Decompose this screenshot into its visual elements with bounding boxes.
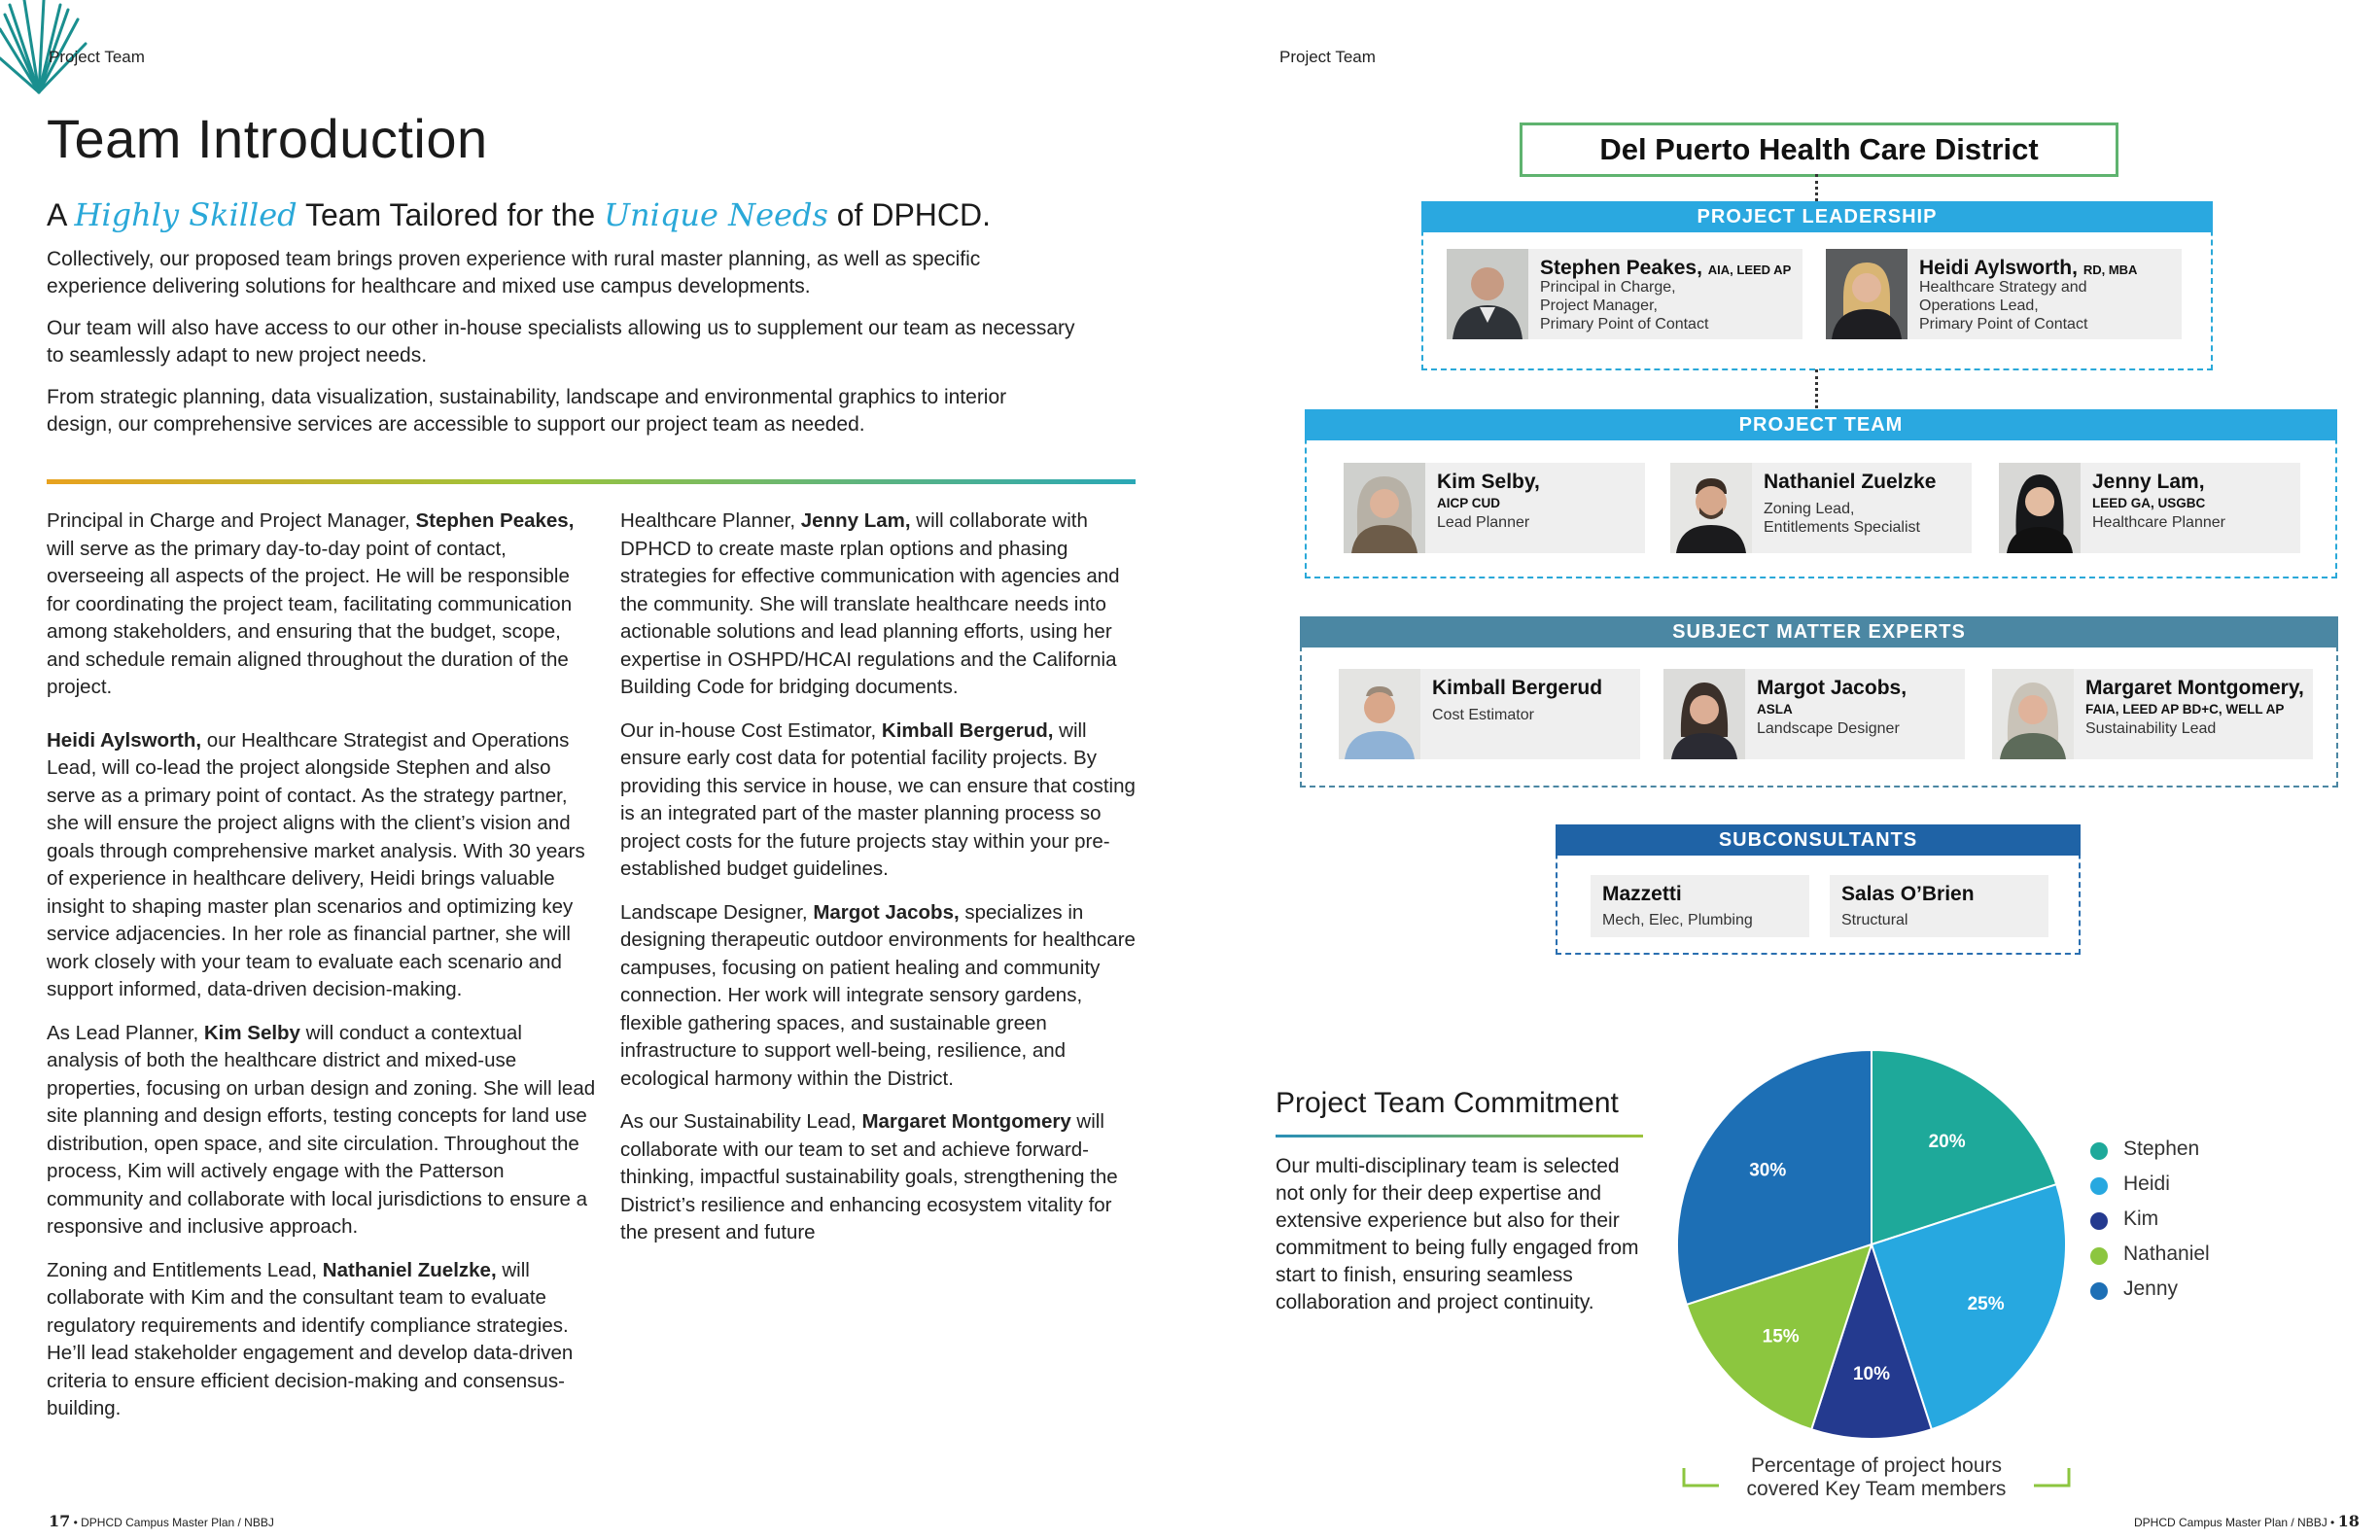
member-credential: LEED GA, USGBC: [2092, 496, 2206, 510]
member-role: [2092, 513, 2225, 532]
experts-title: SUBJECT MATTER EXPERTS: [1300, 616, 2338, 648]
portrait-photo: [1992, 669, 2074, 759]
role-line: Project Manager,: [1540, 298, 1658, 314]
member-name: [1540, 257, 1791, 280]
member-card: [1992, 669, 2313, 759]
role-line: Healthcare Planner: [2092, 514, 2225, 531]
pie-label-jenny: 30%: [1749, 1160, 1787, 1181]
bio-pre: Our in-house Cost Estimator,: [620, 718, 882, 742]
member-role: [1437, 513, 1529, 532]
member-role: [1432, 706, 1534, 724]
footer-text: • DPHCD Campus Master Plan / NBBJ: [70, 1516, 274, 1529]
district-box: Del Puerto Health Care District: [1520, 122, 2118, 177]
chart-caption: Percentage of project hours covered Key Team members: [1746, 1454, 2007, 1500]
legend-swatch-jenny: [2090, 1282, 2108, 1300]
role-line: Operations Lead,: [1919, 298, 2039, 314]
member-role: [1540, 278, 1708, 333]
member-name: Margaret Montgomery,: [2085, 677, 2304, 699]
member-name: Jenny Lam,: [2092, 471, 2205, 493]
legend-label-nathaniel: Nathaniel: [2123, 1242, 2210, 1265]
page-title: Team Introduction: [47, 108, 488, 169]
pie-label-stephen: 20%: [1928, 1132, 1966, 1153]
portrait-photo: [1999, 463, 2081, 553]
commitment-text: Our multi-disciplinary team is selected not only for their deep expertise and extensive experience but also for their commitment to being fully engaged from start to finish, ensuring seamless collaboration and project continuity.: [1276, 1155, 1639, 1313]
subconsultant-card: [1830, 875, 2048, 937]
bio-pre: As our Sustainability Lead,: [620, 1110, 862, 1133]
subconsultant-name: Salas O’Brien: [1841, 883, 1975, 905]
subconsultant-role: Mech, Elec, Plumbing: [1602, 912, 1753, 928]
bio-post: will conduct a contextual analysis of both the healthcare district and mixed-use properties, focusing on urban design and zoning. She will lead site planning and design efforts, testing concepts for land use distribution, open space, and site circulation. Throughout the process, Kim will actively engage with the Patterson community and collaborate with local jurisdictions to ensure a responsive and inclusive approach.: [47, 1021, 596, 1238]
intro-paragraph: Our team will also have access to our other in-house specialists allowing us to supplement our team as necessary to seamlessly adapt to new project needs.: [47, 317, 1075, 367]
role-line: Entitlements Specialist: [1764, 519, 1920, 536]
portrait-photo: [1339, 669, 1420, 759]
member-card: [1447, 249, 1802, 339]
role-line: Principal in Charge,: [1540, 279, 1676, 296]
member-role: [1757, 719, 1900, 738]
bio-paragraph: [47, 1020, 596, 1242]
hours-pie-chart: [1667, 1040, 2076, 1449]
role-line: Lead Planner: [1437, 514, 1530, 531]
role-line: Healthcare Strategy and: [1919, 279, 2087, 296]
member-credential: AIA, LEED AP: [1707, 262, 1792, 277]
role-line: Primary Point of Contact: [1540, 316, 1709, 332]
footer-text: DPHCD Campus Master Plan / NBBJ •: [2134, 1516, 2338, 1529]
connector-line: [1815, 369, 1818, 408]
bio-pre: Principal in Charge and Project Manager,: [47, 509, 416, 532]
right-footer: [2134, 1512, 2360, 1530]
legend-label-kim: Kim: [2123, 1208, 2159, 1230]
bio-paragraph: [47, 508, 596, 702]
member-name-text: Stephen Peakes,: [1540, 257, 1702, 279]
bio-post: our Healthcare Strategist and Operations Lead, will co-lead the project alongside Stephen and also serve as a primary point of contact. As the strategy partner, she will ensure the project aligns with the client’s vision and goals through comprehensive market analysis. With 30 years of experience in healthcare delivery, Heidi brings valuable insight to shaping master plan scenarios and optimizing key service adjacencies. In her role as financial partner, she will work closely with your team to evaluate each scenario and support informed, data-driven decision-making.: [47, 728, 585, 1000]
pie-label-nathaniel: 15%: [1762, 1326, 1800, 1348]
bio-paragraph: [47, 1257, 596, 1423]
bio-name: Margot Jacobs,: [813, 900, 960, 924]
bio-pre: Landscape Designer,: [620, 900, 814, 924]
member-role: [2085, 719, 2216, 738]
member-name: Kim Selby,: [1437, 471, 1540, 493]
subconsultant-role: Structural: [1841, 912, 1908, 928]
connector-line: [1815, 174, 1818, 201]
project-team-section: [1305, 409, 2337, 578]
legend-swatch-nathaniel: [2090, 1247, 2108, 1265]
role-line: Zoning Lead,: [1764, 501, 1855, 517]
left-header-label: Project Team: [49, 48, 145, 66]
left-footer: [49, 1512, 274, 1530]
role-line: Primary Point of Contact: [1919, 316, 2088, 332]
portrait-photo: [1447, 249, 1528, 339]
bio-name: Margaret Montgomery: [861, 1110, 1071, 1133]
member-role: [1919, 278, 2087, 333]
commitment-title: Project Team Commitment: [1276, 1087, 1619, 1119]
member-card: [1670, 463, 1972, 553]
bio-column-1: [47, 508, 596, 1439]
subhead-emphasis-1: Highly Skilled: [74, 196, 298, 233]
bio-name: Stephen Peakes,: [415, 509, 575, 532]
pie-label-heidi: 25%: [1967, 1293, 2005, 1314]
member-card: [1339, 669, 1640, 759]
legend-label-jenny: Jenny: [2123, 1278, 2179, 1300]
portrait-photo: [1663, 669, 1745, 759]
subconsultants-title: SUBCONSULTANTS: [1556, 824, 2081, 856]
subhead-pre: A: [47, 197, 75, 232]
bio-post: will collaborate with Kim and the consultant team to evaluate regulatory requirements and identify compliance strategies. He’ll lead stakeholder engagement and develop data-driven criteria to ensure efficient decision-making and consensus-building.: [47, 1258, 574, 1419]
bio-paragraph: [47, 727, 596, 1004]
intro-paragraph: From strategic planning, data visualization, sustainability, landscape and environmental graphics to interior design, our comprehensive services are accessible to support our project team as needed.: [47, 386, 1007, 436]
bio-paragraph: [620, 1108, 1140, 1247]
portrait-photo: [1344, 463, 1425, 553]
page-number: 18: [2337, 1512, 2360, 1530]
leadership-section: [1421, 201, 2213, 370]
experts-section: [1300, 616, 2338, 788]
bio-post: will serve as the primary day-to-day point of contact, overseeing all aspects of the project. He will be responsible for coordinating the project team, facilitating communication among stakeholders, and ensuring that the budget, scope, and schedule remain aligned throughout the duration of the project.: [47, 537, 573, 698]
member-credential: FAIA, LEED AP BD+C, WELL AP: [2085, 702, 2285, 717]
page-number: 17: [49, 1512, 71, 1530]
legend-label-heidi: Heidi: [2123, 1172, 2170, 1195]
right-header-label: Project Team: [1279, 48, 1376, 66]
legend-swatch-stephen: [2090, 1142, 2108, 1160]
subconsultant-card: [1591, 875, 1809, 937]
member-credential: AICP CUD: [1437, 496, 1501, 510]
commitment-divider: [1276, 1135, 1643, 1138]
member-credential: RD, MBA: [2082, 262, 2138, 277]
bio-post: will collaborate with DPHCD to create maste rplan options and phasing strategies for effective communication with agencies and the community. She will translate healthcare needs into actionable solutions and lead planning efforts, using her expertise in OSHPD/HCAI regulations and the California Building Code for bridging documents.: [620, 509, 1120, 698]
role-line: Landscape Designer: [1757, 720, 1900, 737]
role-line: Cost Estimator: [1432, 707, 1534, 723]
member-name: Nathaniel Zuelzke: [1764, 471, 1937, 493]
bio-column-2: [620, 508, 1140, 1263]
member-name: Margot Jacobs,: [1757, 677, 1908, 699]
intro-text: [47, 246, 1077, 453]
role-line: Sustainability Lead: [2085, 720, 2217, 737]
bio-name: Kim Selby: [203, 1021, 300, 1044]
portrait-photo: [1670, 463, 1752, 553]
subhead-emphasis-2: Unique Needs: [604, 196, 828, 233]
bio-paragraph: [620, 718, 1140, 884]
legend-swatch-kim: [2090, 1212, 2108, 1230]
page-subhead: [47, 196, 991, 233]
member-name: [1919, 257, 2137, 280]
member-card: [1344, 463, 1645, 553]
pie-label-kim: 10%: [1852, 1364, 1891, 1384]
bio-name: Jenny Lam,: [800, 509, 911, 532]
subconsultants-section: [1556, 824, 2081, 955]
member-card: [1999, 463, 2300, 553]
bio-name: Nathaniel Zuelzke,: [322, 1258, 497, 1281]
bio-pre: Zoning and Entitlements Lead,: [47, 1258, 323, 1281]
intro-paragraph: Collectively, our proposed team brings proven experience with rural master planning, as well as specific experience delivering solutions for healthcare and mixed use campus developments.: [47, 248, 981, 298]
bio-post: will collaborate with our team to set and achieve forward-thinking, impactful sustainability goals, strengthening the District’s resilience and enhancing ecosystem vitality for the present and future: [620, 1110, 1118, 1243]
legend-swatch-heidi: [2090, 1177, 2108, 1195]
bio-name: Kimball Bergerud,: [881, 718, 1054, 742]
member-card: [1663, 669, 1965, 759]
bio-post: specializes in designing therapeutic outdoor environments for healthcare campuses, focusing on patient healing and community connection. Her work will integrate sensory gardens, flexible gathering spaces, and sustainable green infrastructure to support well-being, resilience, and ecological harmony within the District.: [620, 900, 1136, 1090]
subhead-post: of DPHCD.: [827, 197, 991, 232]
member-credential: ASLA: [1757, 702, 1793, 717]
leadership-title: PROJECT LEADERSHIP: [1421, 201, 2213, 232]
bio-post: will ensure early cost data for potential facility projects. By providing this service in house, we can ensure that costing is an integrated part of the master planning process so project costs for the future projects stay within your pre-established budget guidelines.: [620, 718, 1136, 880]
bio-pre: As Lead Planner,: [47, 1021, 204, 1044]
member-card: [1826, 249, 2182, 339]
chart-legend: [2090, 1138, 2246, 1312]
portrait-photo: [1826, 249, 1908, 339]
bio-name: Heidi Aylsworth,: [47, 728, 202, 752]
member-name-text: Heidi Aylsworth,: [1919, 257, 2078, 279]
subconsultant-name: Mazzetti: [1602, 883, 1682, 905]
bio-paragraph: [620, 508, 1140, 702]
project-team-title: PROJECT TEAM: [1305, 409, 2337, 440]
bio-paragraph: [620, 899, 1140, 1094]
subhead-mid: Team Tailored for the: [297, 197, 605, 232]
gradient-divider: [47, 479, 1136, 484]
legend-label-stephen: Stephen: [2123, 1138, 2200, 1160]
member-name: Kimball Bergerud: [1432, 677, 1603, 699]
member-role: [1764, 500, 1920, 537]
bio-pre: Healthcare Planner,: [620, 509, 801, 532]
